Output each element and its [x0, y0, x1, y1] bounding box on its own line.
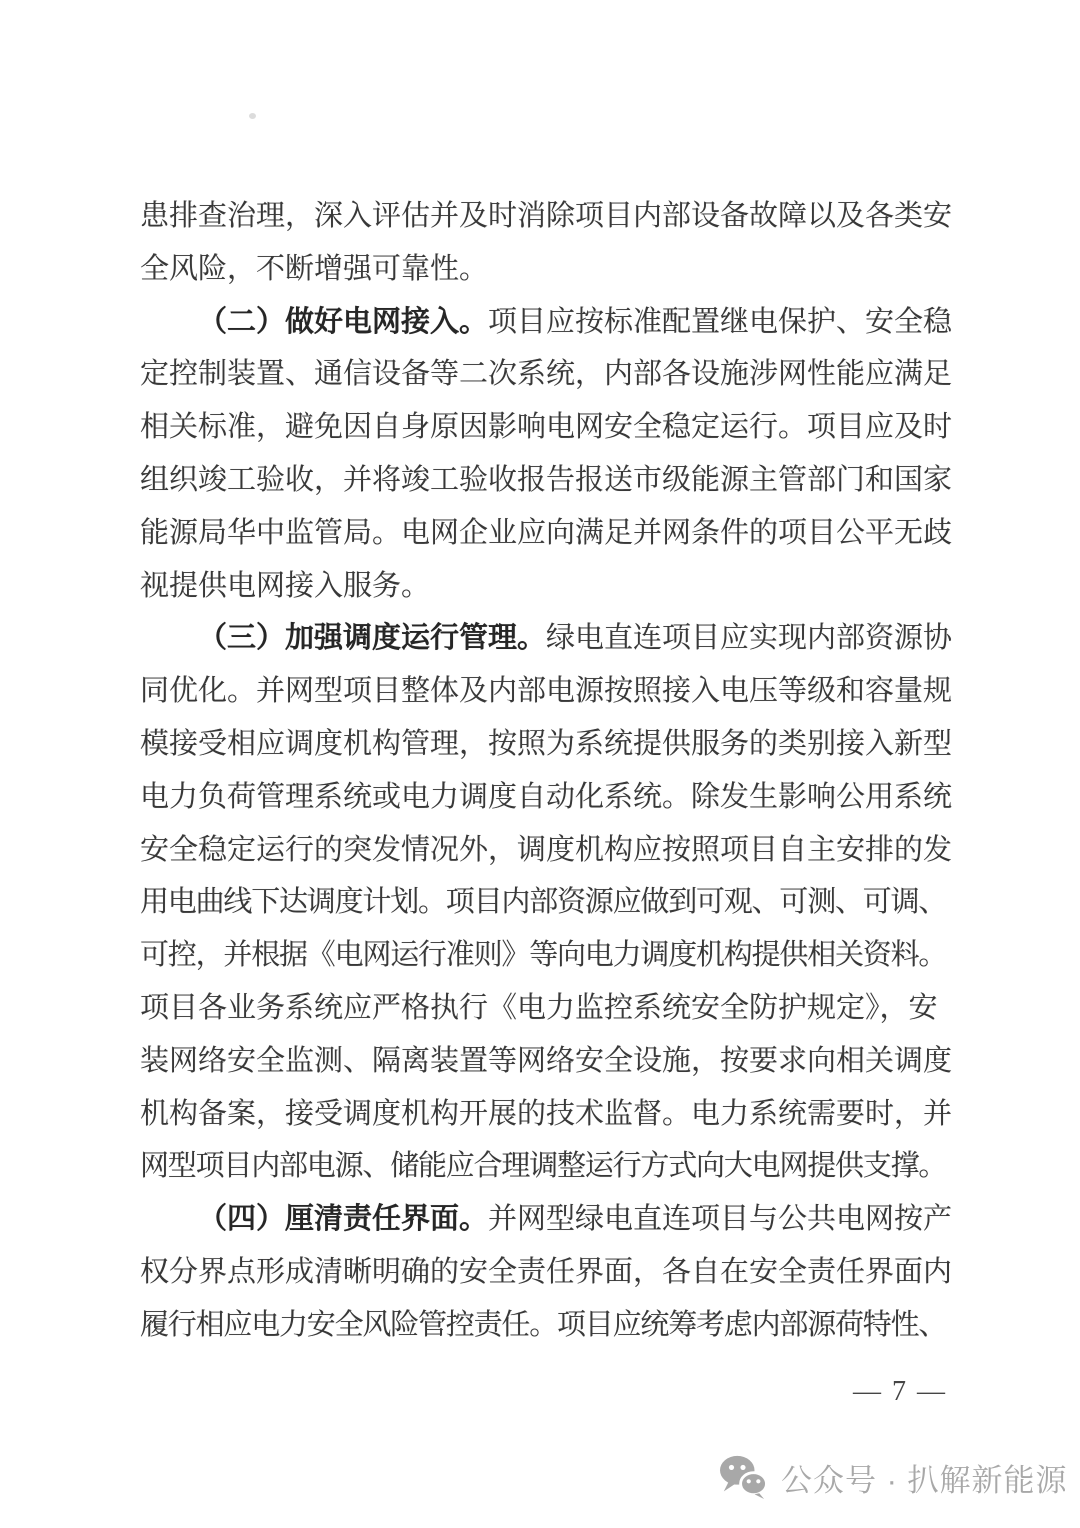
- section-heading: （二）做好电网接入。: [198, 305, 489, 338]
- document-line: 组织竣工验收，并将竣工验收报告报送市级能源主管部门和国家: [140, 463, 953, 496]
- document-line: 履行相应电力安全风险管控责任。项目应统筹考虑内部源荷特性、: [140, 1308, 947, 1341]
- document-line: 可控，并根据《电网运行准则》等向电力调度机构提供相关资料。: [140, 939, 947, 972]
- document-line: 权分界点形成清晰明确的安全责任界面，各自在安全责任界面内: [140, 1255, 953, 1288]
- document-line: 视提供电网接入服务。: [140, 569, 431, 602]
- document-line: 模接受相应调度机构管理，按照为系统提供服务的类别接入新型: [140, 727, 953, 760]
- section-heading: （三）加强调度运行管理。: [198, 622, 547, 655]
- document-line: 定控制装置、通信设备等二次系统，内部各设施涉网性能应满足: [140, 358, 953, 391]
- document-line: 安全稳定运行的突发情况外，调度机构应按照项目自主安排的发: [140, 833, 953, 866]
- section-heading: （四）厘清责任界面。: [198, 1203, 489, 1236]
- document-body: [140, 190, 952, 1352]
- document-line: 患排查治理，深入评估并及时消除项目内部设备故障以及各类安: [140, 200, 953, 232]
- document-line: 机构备案，接受调度机构开展的技术监督。电力系统需要时，并: [140, 1097, 953, 1130]
- wechat-icon: [718, 1454, 768, 1500]
- document-line: 相关标准，避免因自身原因影响电网安全稳定运行。项目应及时: [140, 411, 953, 444]
- document-line: 电力负荷管理系统或电力调度自动化系统。除发生影响公用系统: [140, 780, 953, 813]
- document-line: （三）加强调度运行管理。绿电直连项目应实现内部资源协: [198, 622, 953, 655]
- document-line: 同优化。并网型项目整体及内部电源按照接入电压等级和容量规: [140, 675, 953, 708]
- document-line: （四）厘清责任界面。并网型绿电直连项目与公共电网按产: [198, 1203, 953, 1236]
- scan-artifact-dot: [249, 113, 256, 119]
- document-line: 网型项目内部电源、储能应合理调整运行方式向大电网提供支撑。: [140, 1150, 947, 1183]
- document-line: 能源局华中监管局。电网企业应向满足并网条件的项目公平无歧: [140, 516, 953, 549]
- document-line: （二）做好电网接入。项目应按标准配置继电保护、安全稳: [198, 305, 953, 338]
- watermark: [718, 1454, 1068, 1500]
- page-number: — 7 —: [853, 1376, 947, 1407]
- document-line: 装网络安全监测、隔离装置等网络安全设施，按要求向相关调度: [140, 1044, 953, 1077]
- document-line: 用电曲线下达调度计划。项目内部资源应做到可观、可测、可调、: [140, 886, 947, 919]
- document-line: 项目各业务系统应严格执行《电力监控系统安全防护规定》，安: [140, 991, 938, 1024]
- watermark-text: 公众号 · 扒解新能源: [781, 1462, 1068, 1498]
- document-line: 全风险，不断增强可靠性。: [140, 252, 489, 285]
